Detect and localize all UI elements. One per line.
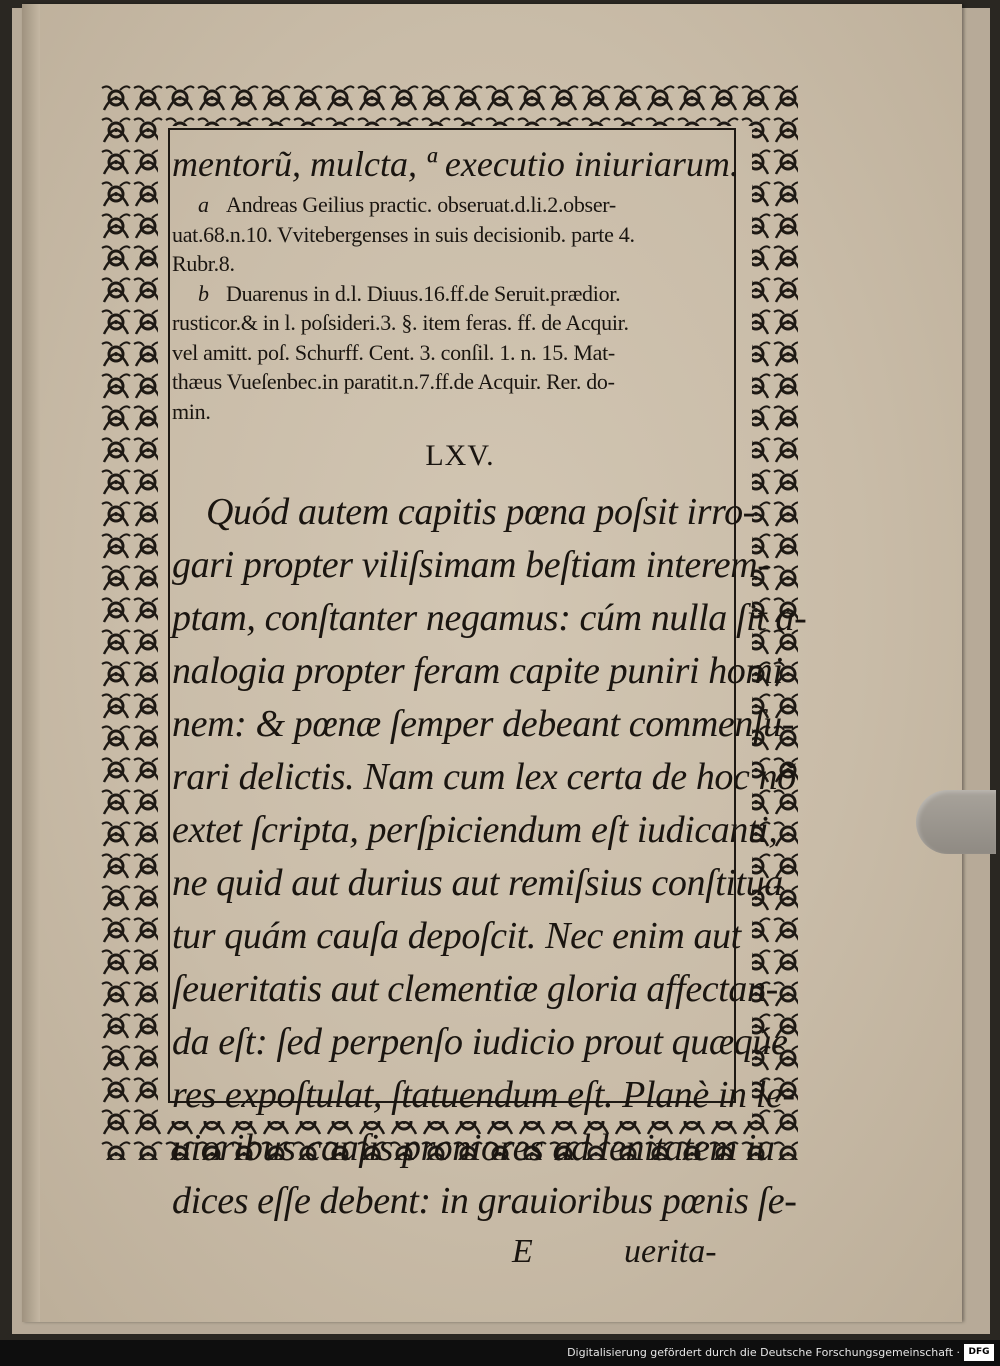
section-heading: LXV. <box>425 439 495 472</box>
paragraph-line: dices eſſe debent: in grauioribus pœnis ſe- <box>172 1180 797 1222</box>
footnote-b-letter: b <box>198 280 209 306</box>
catchword: uerita- <box>624 1233 717 1270</box>
footnote-a-line: uat.68.n.10. Vvitebergenses in suis decisionib. parte 4. <box>172 221 635 247</box>
paragraph-line: Quód autem capitis pœna poſsit irro- <box>206 491 755 533</box>
footnote-b <box>172 279 748 427</box>
footnote-a-line: Rubr.8. <box>172 251 235 276</box>
footnote-a-line: Andreas Geilius practic. obseruat.d.li.2.obser- <box>226 192 616 217</box>
paragraph-line: extet ſcripta, perſpiciendum eſt iudicanti, <box>172 809 778 851</box>
footer-credit: Digitalisierung gefördert durch die Deutsche Forschungsgemeinschaft · <box>567 1346 960 1359</box>
page-fold <box>22 4 40 1322</box>
paragraph-line: ſeueritatis aut clementiæ gloria affectan- <box>172 968 778 1010</box>
page-text <box>172 138 807 1276</box>
paragraph-line: ne quid aut durius aut remiſsius conſtitua <box>172 862 783 904</box>
footnote-b-line: vel amitt. poſ. Schurff. Cent. 3. conſil. 1. n. 15. Mat- <box>172 339 615 365</box>
paragraph-line: nem: & pœnæ ſemper debeant commenſu- <box>172 703 794 745</box>
footer-bar <box>0 1340 1000 1366</box>
dfg-logo-badge: DFG <box>964 1344 994 1361</box>
paragraph-line: res expoſtulat, ſtatuendum eſt. Planè in le- <box>172 1074 795 1116</box>
continued-line: mentorũ, mulcta, ª executio iniuriarum. <box>172 144 739 184</box>
footnote-b-line: Duarenus in d.l. Diuus.16.ff.de Seruit.prædior. <box>226 280 621 306</box>
footnote-a-letter: a <box>198 192 209 217</box>
paragraph-line: tur quám cauſa depoſcit. Nec enim aut <box>172 915 741 957</box>
paragraph-line: ptam, conſtanter negamus: cúm nulla ſit a- <box>172 597 807 639</box>
paragraph-line: uioribus cauſis proniores ad lenitatem iu <box>172 1127 775 1169</box>
paragraph-line: nalogia propter feram capite puniri homi <box>172 650 783 692</box>
signature-mark: E <box>512 1233 533 1270</box>
footnote-b-line: thæus Vueſenbec.in paratit.n.7.ff.de Acquir. Rer. do- <box>172 369 615 394</box>
page-tab-marker <box>916 790 996 854</box>
paragraph-line: rari delictis. Nam cum lex certa de hoc nõ <box>172 756 796 798</box>
footnote-a <box>172 190 748 279</box>
footnote-b-line: min. <box>172 398 211 424</box>
footnote-b-line: rusticor.& in l. poſsideri.3. §. item feras. ff. de Acquir. <box>172 310 629 335</box>
paragraph-line: gari propter viliſsimam beſtiam interem- <box>172 544 770 586</box>
main-paragraph <box>172 486 807 1228</box>
paragraph-line: da eſt: ſed perpenſo iudicio prout quæqúe <box>172 1021 788 1063</box>
page-foot <box>172 1228 748 1276</box>
